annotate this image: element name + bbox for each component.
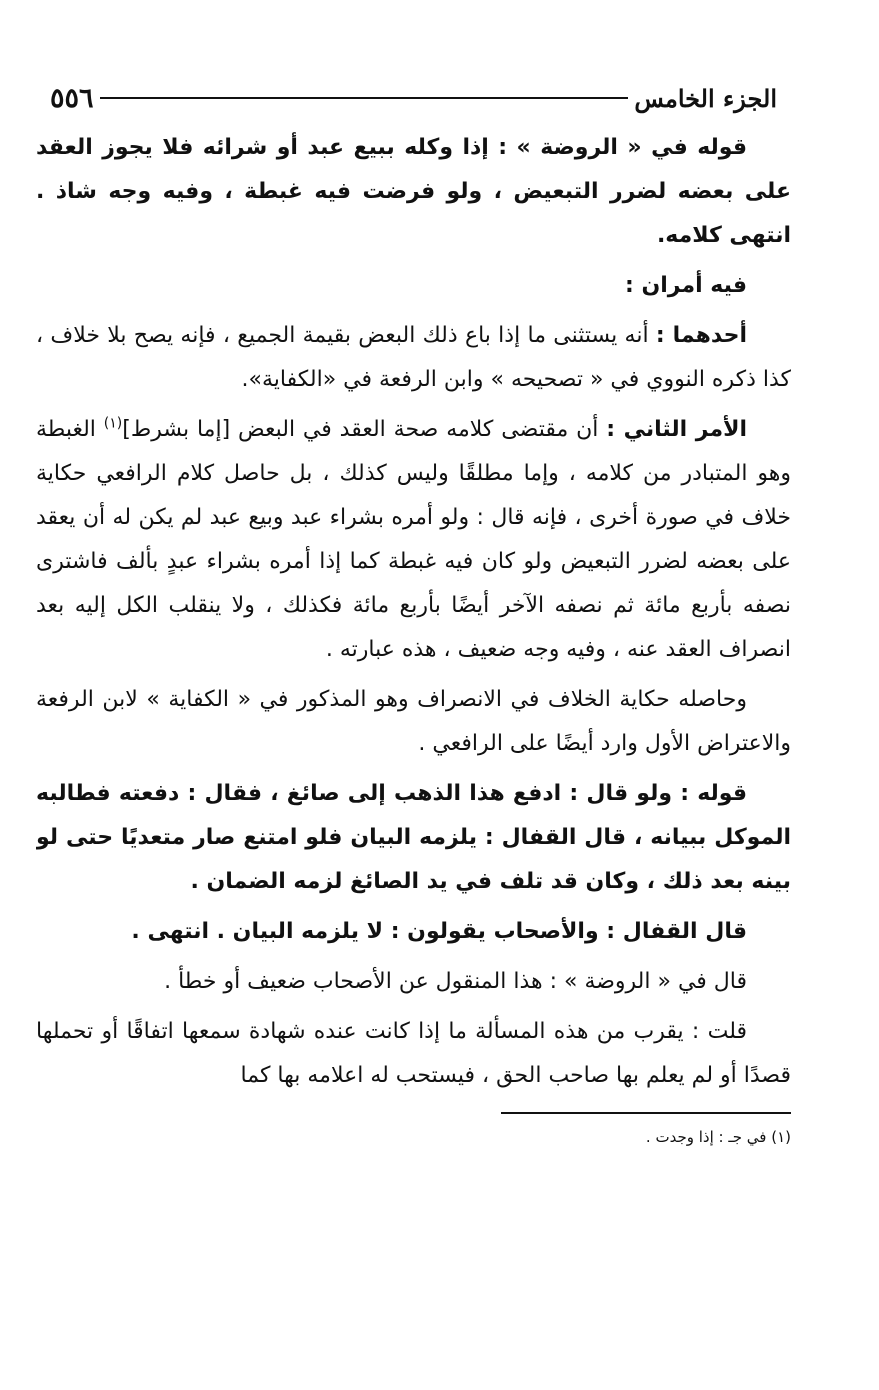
page-number: ٥٥٦ xyxy=(50,82,94,114)
second-matter-lead: الأمر الثاني : xyxy=(606,417,747,442)
paragraph-quote-rawda: قوله في « الروضة » : إذا وكله ببيع عبد أو شرائه فلا يجوز العقد على بعضه لضرر التبعيض ، ولو فرضت فيه غبطة ، وفيه وجه شاذ . انتهى كلامه. xyxy=(36,135,791,248)
header-rule xyxy=(100,97,629,99)
book-page xyxy=(36,70,791,1360)
paragraph-rawda-comment: قال في « الروضة » : هذا المنقول عن الأصحاب ضعيف أو خطأ . xyxy=(164,969,747,994)
first-matter-lead: أحدهما : xyxy=(655,323,747,348)
first-matter-text: أنه يستثنى ما إذا باع ذلك البعض بقيمة الجميع ، فإنه يصح بلا خلاف ، كذا ذكره النووي في « تصحيحه » وابن الرفعة في «الكفاية». xyxy=(36,323,791,392)
page-header xyxy=(36,70,791,126)
page-body xyxy=(36,126,791,1098)
paragraph-first-matter xyxy=(36,314,791,402)
paragraph-second-matter xyxy=(36,408,791,672)
paragraph-qaffal: قال القفال : والأصحاب يقولون : لا يلزمه البيان . انتهى . xyxy=(131,919,747,944)
footnote-1: (١) في جـ : إذا وجدت . xyxy=(645,1128,791,1146)
paragraph-quote-gold: قوله : ولو قال : ادفع هذا الذهب إلى صائغ ، فقال : دفعته فطالبه الموكل ببيانه ، قال القفال : يلزمه البيان فلو امتنع صار متعديًا حتى لو بينه بعد ذلك ، وكان قد تلف في يد الصائغ لزمه الضمان . xyxy=(36,781,791,894)
paragraph-summary: وحاصله حكاية الخلاف في الانصراف وهو المذكور في « الكفاية » لابن الرفعة والاعتراض الأول وارد أيضًا على الرافعي . xyxy=(36,687,791,756)
second-matter-text-b: الغبطة وهو المتبادر من كلامه ، وإما مطلقًا وليس كذلك ، بل حاصل كلام الرافعي حكاية خلاف في صورة أخرى ، فإنه قال : ولو أمره بشراء عبد وبيع عبد لم يكن له أن يعقد على بعضه لضرر التبعيض ولو كان فيه غبطة كما إذا أمره بشراء عبدٍ بألف فاشترى نصفه بأربع مائة ثم نصفه الآخر أيضًا بأربع مائة فكذلك ، ولا ينقلب الكل إليه بعد انصراف العقد عنه ، وفيه وجه ضعيف ، هذه عبارته . xyxy=(36,417,791,662)
footnote-reference: (١) xyxy=(103,415,123,432)
footnote-rule xyxy=(501,1112,791,1114)
paragraph-author-note: قلت : يقرب من هذه المسألة ما إذا كانت عنده شهادة سمعها اتفاقًا أو تحملها قصدًا أو لم يعلم بها صاحب الحق ، فيستحب له اعلامه بها كما xyxy=(36,1019,791,1088)
paragraph-two-matters: فيه أمران : xyxy=(624,273,747,298)
running-title: الجزء الخامس xyxy=(634,83,777,113)
second-matter-text-a: أن مقتضى كلامه صحة العقد في البعض [إما بشرط] xyxy=(122,417,607,442)
